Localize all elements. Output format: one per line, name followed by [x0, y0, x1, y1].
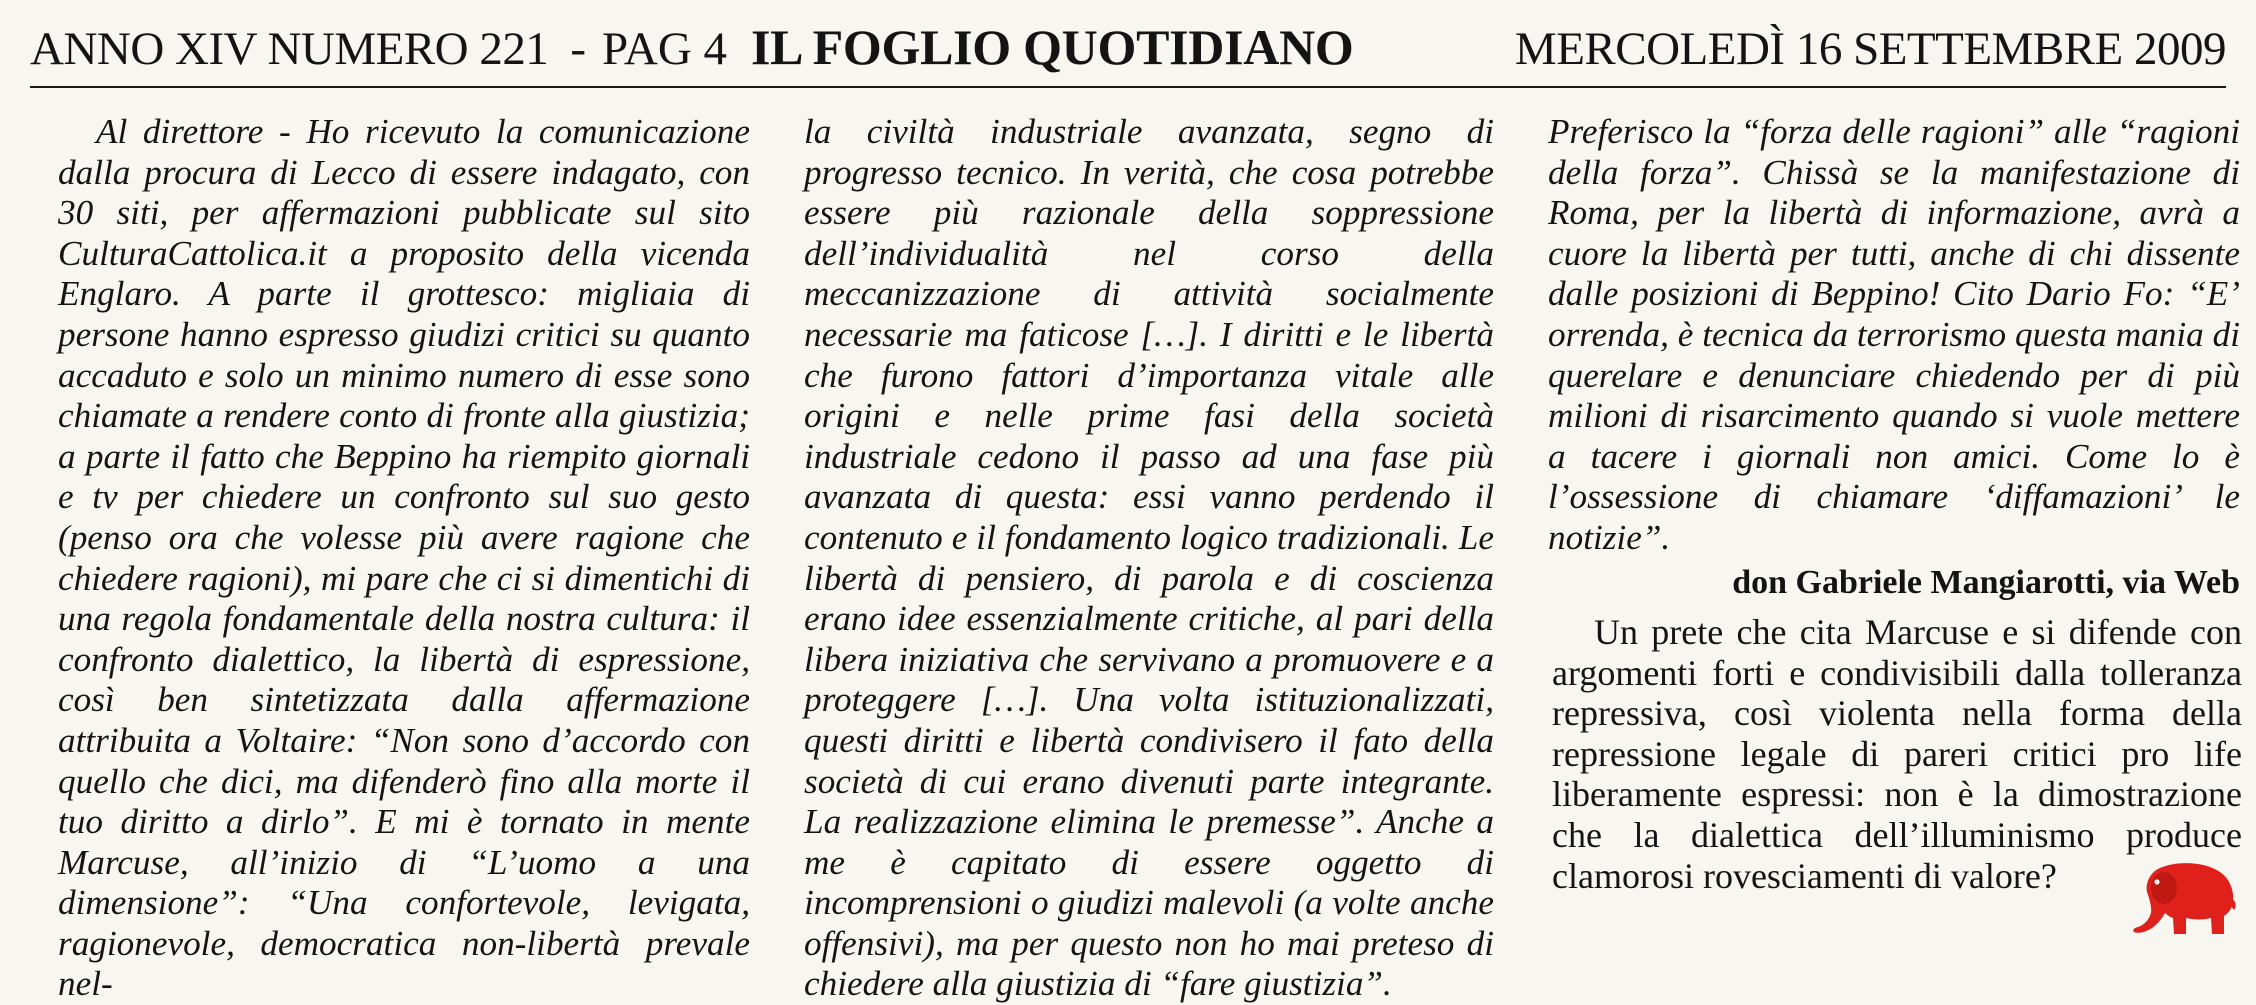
letter-paragraph-continued: la civiltà industriale avanzata, segno di progresso tecnico. In verità, che cosa potrebbe essere più razionale della soppressione dell’individualità nel corso della meccanizzazione di attività socialmente necessarie ma faticose […]. I diritti e le libertà che furono fattori d’importanza vitale alle origini e nelle prime fasi della società industriale cedono il passo ad una fase più avanzata di questa: essi vanno perdendo il contenuto e il fondamento logico tradizionali. Le libertà di pensiero, di parola e di coscienza erano idee essenzialmente critiche, al pari della libera iniziativa che servivano a promuovere e a proteggere […]. Una volta istituzionalizzati, questi diritti e libertà condivisero il fato della società di cui erano divenuti parte integrante. La realizzazione elimina le premesse”. Anche a me è capitato di essere oggetto di incomprensioni o giudizi malevoli (a volte anche offensivi), ma per questo non ho mai preteso di chiedere alla giustizia di “fare giustizia”. — [804, 112, 1494, 1004]
masthead — [30, 18, 2226, 82]
letter-signature: don Gabriele Mangiarotti, via Web — [1732, 563, 2240, 601]
letter-column-1 — [58, 112, 750, 1005]
letter-paragraph-end: Preferisco la “forza delle ragioni” alle “ragioni della forza”. Chissà se la manifestazione di Roma, per la libertà di informazione, avrà a cuore la libertà per tutti, anche di chi dissente dalle posizioni di Beppino! Cito Dario Fo: “E’ orrenda, è tecnica da terrorismo questa mania di querelare e denunciare chiedendo per di più milioni di risarcimento quando si vuole mettere a tacere i giornali non amici. Come lo è l’ossessione di chiamare ‘diffamazioni’ le notizie”. — [1548, 112, 2240, 557]
reply-text: Un prete che cita Marcuse e si difende con argomenti forti e condivisibili dalla tolleranza repressiva, così violenta nella forma della repressione legale di pareri critici pro life liberamente espressi: non è la dimostrazione che la dialettica dell’illuminismo produce clamorosi rovesciamenti di valore? — [1552, 612, 2242, 896]
page-number: PAG 4 — [602, 23, 728, 75]
masthead-rule — [30, 86, 2226, 88]
newspaper-name: IL FOGLIO QUOTIDIANO — [751, 19, 1354, 75]
red-elephant-icon — [2130, 858, 2238, 940]
letter-column-3 — [1548, 112, 2240, 603]
letter-column-2 — [804, 112, 1494, 1005]
issue-date: MERCOLEDÌ 16 SETTEMBRE 2009 — [1514, 23, 2226, 75]
issue-number: ANNO XIV NUMERO 221 — [30, 23, 549, 75]
masthead-separator: - — [570, 23, 587, 75]
letter-paragraph: Al direttore - Ho ricevuto la comunicazione dalla procura di Lecco di essere indagato, con 30 siti, per affermazioni pubblicate sul sito CulturaCattolica.it a proposito della vicenda Englaro. A parte il grottesco: migliaia di persone hanno espresso giudizi critici su quanto accaduto e solo un minimo numero di esse sono chiamate a rendere conto di fronte alla giustizia; a parte il fatto che Beppino ha riempito giornali e tv per chiedere un confronto sul suo gesto (penso ora che volesse più avere ragione che chiedere ragioni), mi pare che ci si dimentichi di una regola fondamentale della nostra cultura: il confronto dialettico, la libertà di espressione, così ben sintetizzata dalla affermazione attribuita a Voltaire: “Non sono d’accordo con quello che dici, ma difenderò fino alla morte il tuo diritto a dirlo”. E mi è tornato in mente Marcuse, all’inizio di “L’uomo a una dimensione”: “Una confortevole, levigata, ragionevole, democratica non-libertà prevale nel- — [58, 112, 750, 1004]
editor-reply — [1552, 612, 2242, 896]
